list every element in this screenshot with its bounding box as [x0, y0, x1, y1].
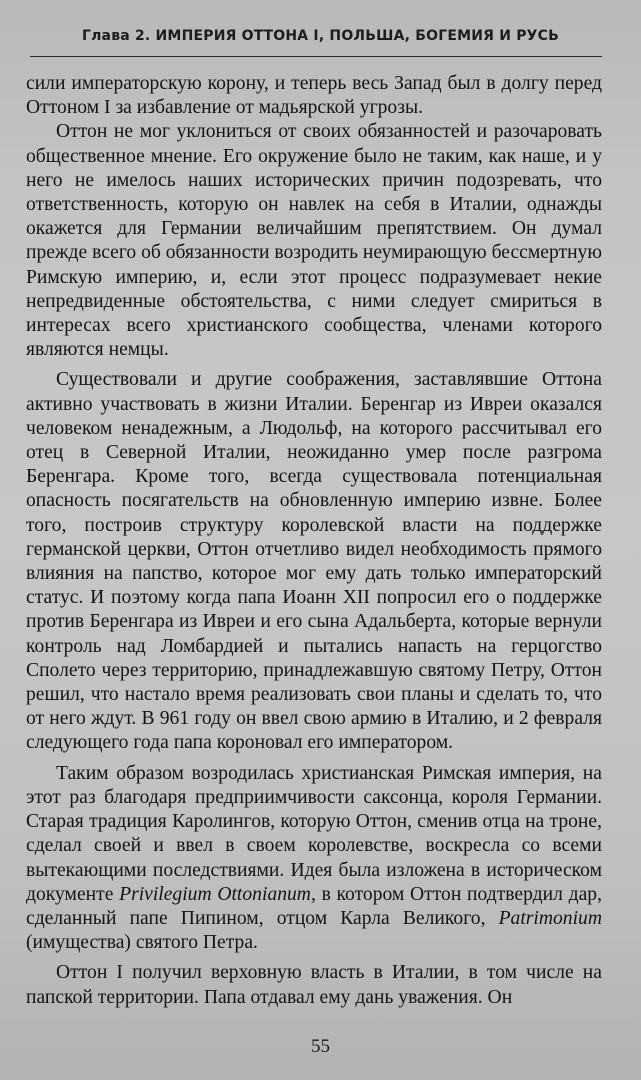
paragraph: [26, 120, 602, 362]
italic-term: Patrimonium: [498, 907, 602, 929]
header-rule: [30, 56, 602, 57]
paragraph: [26, 368, 602, 755]
paragraph: [26, 762, 602, 956]
paragraph: [26, 961, 602, 1009]
paragraph-text: Оттон I получил верховную власть в Италии, в том числе на папской территории. Папа отдавал ему дань уважения. Он: [26, 962, 602, 1008]
paragraph-continuation: [26, 72, 602, 120]
paragraph-text: Существовали и другие соображения, заставлявшие Оттона активно участвовать в жизни Италии. Беренгар из Ивреи оказался человеком ненадежным, а Людольф, на которого рассчитывал его отец в Северной Италии, неожиданно умер после разгрома Беренгара. Кроме того, всегда существовала потенциальная опасность посягательств на обновленную империю извне. Более того, построив структуру королевской власти на поддержке германской церкви, Оттон отчетливо видел необходимость прямого влияния на папство, которое мог ему дать только императорский статус. И поэтому когда папа Иоанн XII попросил его о поддержке против Беренгара из Ивреи и его сына Адальберта, которые вернули контроль над Ломбардией и пытались напасть на герцогство Сполето через территорию, принадлежавшую святому Петру, Оттон решил, что настало время реализовать свои планы и сделать то, что от него ждут. В 961 году он ввел свою армию в Италию, и 2 февраля следующего года папа короновал его императором.: [26, 369, 602, 754]
paragraph-text: Оттон не мог уклониться от своих обязанностей и разочаровать общественное мнение. Его окружение было не таким, как наше, и у него не имелось наших исторических причин подозревать, что ответственность, которую он навлек на себя в Италии, однажды окажется для Германии величайшим препятствием. Он думал прежде всего об обязанности возродить неумирающую бессмертную Римскую империю, и, если этот процесс подразумевает некие непредвиденные обстоятельства, с ними следует смириться в интересах всего христианского сообщества, членами которого являются немцы.: [26, 121, 602, 361]
paragraph-text: сили императорскую корону, и теперь весь Запад был в долгу перед Оттоном I за избавление от мадьярской угрозы.: [26, 73, 602, 119]
paragraph-text: Таким образом возродилась христианская Римская империя, на этот раз благодаря предприимчивости саксонца, короля Германии. Старая традиция Каролингов, которую Оттон, сменив отца на троне, сделал своей и ввел в своем королевстве, воскресла со всеми вытекающими последствиями. Идея была изложена в историческом документе: [26, 762, 602, 905]
running-header: Глава 2. ИМПЕРИЯ ОТТОНА I, ПОЛЬША, БОГЕМИЯ И РУСЬ: [81, 28, 560, 44]
paragraph-text: (имущества) святого Петра.: [26, 932, 258, 954]
body-text: [26, 72, 602, 1010]
paragraph-text: , в котором Оттон подтвердил дар, сделанный папе Пипином, отцом Карла Великого,: [26, 883, 602, 929]
italic-term: Privilegium Ottonianum: [119, 883, 311, 905]
page-number: 55: [311, 1036, 330, 1057]
